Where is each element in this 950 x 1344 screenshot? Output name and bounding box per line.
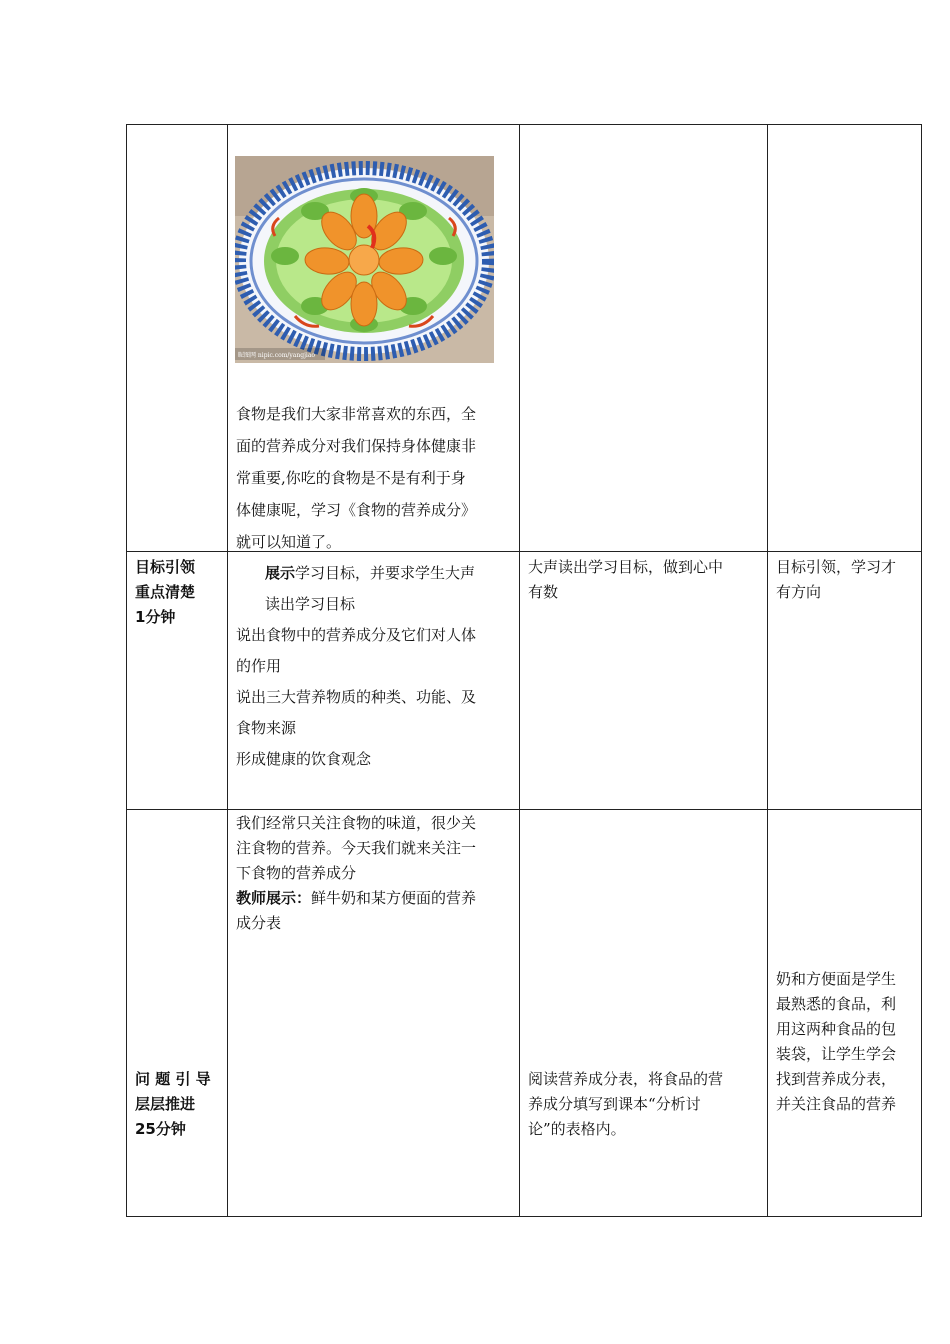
column-divider xyxy=(519,124,520,1217)
table-border-bottom xyxy=(126,1216,922,1217)
show-text: 学习目标，并要求学生大声 xyxy=(295,564,476,582)
objective-line: 的作用 xyxy=(236,657,282,675)
show-text: 成分表 xyxy=(236,914,282,932)
text-line: 有数 xyxy=(528,583,559,601)
table-border-top xyxy=(126,124,922,125)
objective-line: 说出三大营养物质的种类、功能、及 xyxy=(236,688,477,706)
text-line: 装袋，让学生学会 xyxy=(776,1045,897,1063)
food-dish-photo xyxy=(235,156,494,363)
student-activity-questions xyxy=(528,1067,768,1142)
text-line: 就可以知道了。 xyxy=(236,533,342,551)
intro-paragraph xyxy=(236,398,516,558)
objective-line: 说出食物中的营养成分及它们对人体 xyxy=(236,626,477,644)
stage-label-goals xyxy=(135,555,225,630)
text-line: 下食物的营养成分 xyxy=(236,864,357,882)
show-text: 鲜牛奶和某方便面的营养 xyxy=(311,889,477,907)
text-line: 阅读营养成分表，将食品的营 xyxy=(528,1070,724,1088)
show-label: 教师展示： xyxy=(236,889,312,907)
stage-line: 层层推进 xyxy=(135,1095,196,1113)
stage-line: 目标引领 xyxy=(135,558,196,576)
table-border-right xyxy=(921,124,922,1217)
design-intent-goals xyxy=(776,555,921,605)
design-intent-questions xyxy=(776,967,921,1117)
text-line: 奶和方便面是学生 xyxy=(776,970,897,988)
stage-line: 重点清楚 xyxy=(135,583,196,601)
student-activity-goals xyxy=(528,555,768,605)
photo-watermark: 昵图网 nipic.com/yangjiao xyxy=(238,352,316,359)
stage-line: 问 题 引 导 xyxy=(135,1070,211,1088)
row-divider xyxy=(126,809,922,810)
text-line: 面的营养成分对我们保持身体健康非 xyxy=(236,437,477,455)
text-line: 体健康呢，学习《食物的营养成分》 xyxy=(236,501,477,519)
objective-line: 形成健康的饮食观念 xyxy=(236,750,372,768)
text-line: 我们经常只关注食物的味道，很少关 xyxy=(236,814,477,832)
objective-line: 食物来源 xyxy=(236,719,297,737)
show-label: 展示 xyxy=(265,564,296,582)
text-line: 目标引领，学习才 xyxy=(776,558,897,576)
text-line: 最熟悉的食品，利 xyxy=(776,995,897,1013)
stage-line: 1分钟 xyxy=(135,608,176,626)
text-line: 注食物的营养。今天我们就来关注一 xyxy=(236,839,477,857)
column-divider xyxy=(227,124,228,1217)
teacher-activity-questions xyxy=(236,811,516,936)
teacher-activity-goals xyxy=(236,558,516,775)
show-text: 读出学习目标 xyxy=(265,595,356,613)
text-line: 有方向 xyxy=(776,583,822,601)
text-line: 找到营养成分表， xyxy=(776,1070,897,1088)
text-line: 论”的表格内。 xyxy=(528,1120,626,1138)
stage-label-questions xyxy=(135,1067,225,1142)
text-line: 食物是我们大家非常喜欢的东西，全 xyxy=(236,405,477,423)
text-line: 并关注食品的营养 xyxy=(776,1095,897,1113)
column-divider xyxy=(767,124,768,1217)
stage-line: 25分钟 xyxy=(135,1120,186,1138)
text-line: 常重要,你吃的食物是不是有利于身 xyxy=(236,469,466,487)
text-line: 大声读出学习目标，做到心中 xyxy=(528,558,724,576)
text-line: 养成分填写到课本“分析讨 xyxy=(528,1095,701,1113)
table-border-left xyxy=(126,124,127,1217)
text-line: 用这两种食品的包 xyxy=(776,1020,897,1038)
